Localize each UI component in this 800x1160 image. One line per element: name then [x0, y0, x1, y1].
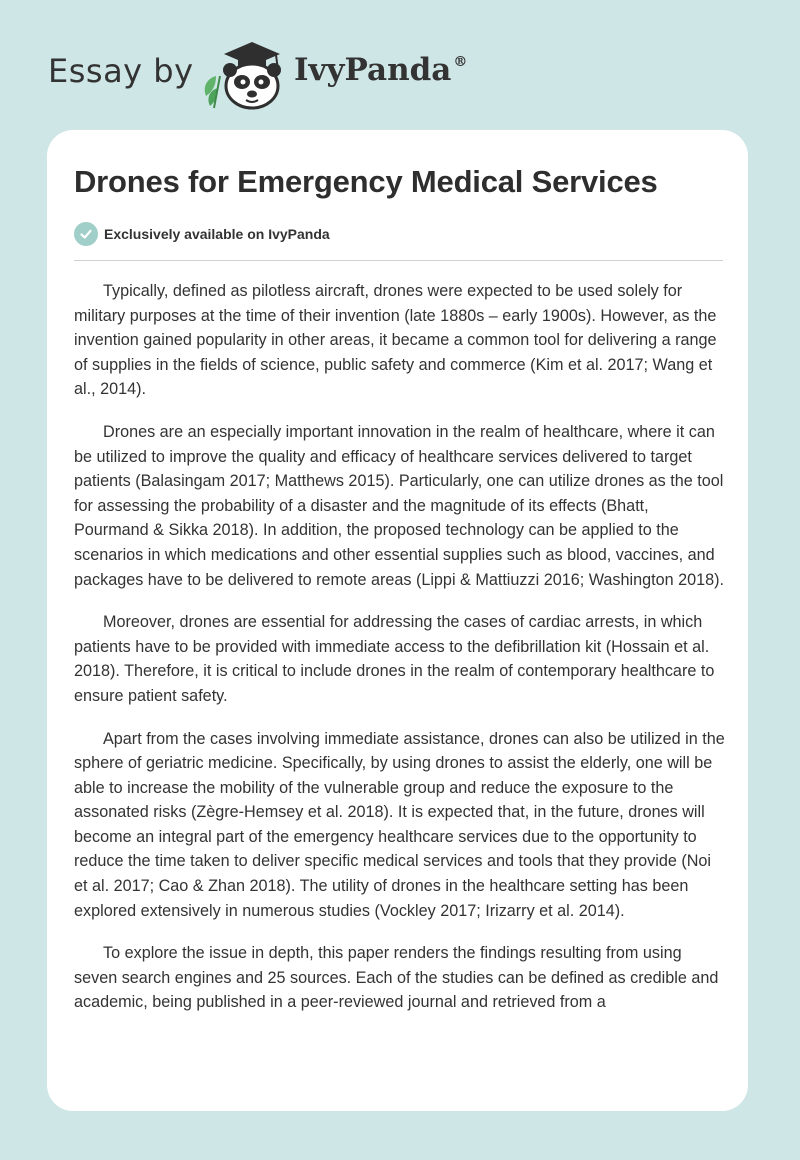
site-header [48, 30, 748, 110]
essay-body [74, 279, 726, 1033]
check-icon [74, 222, 98, 246]
paragraph: Moreover, drones are essential for addressing the cases of cardiac arrests, in which patients have to be provided with immediate access to the defibrillation kit (Hossain et al. 2018). Therefore, it is critical to include drones in the realm of contemporary healthcare to ensure patient safety. [74, 613, 715, 705]
exclusive-label: Exclusively available on IvyPanda [104, 226, 330, 242]
paragraph: Apart from the cases involving immediate assistance, drones can also be utilized in the sphere of geriatric medicine. Specifically, by using drones to assist the elderly, one will be able to increase the mobility of the vulnerable group and reduce the exposure to the assonated risks (Zègre-Hemsey et al. 2018). It is expected that, in the future, drones will become an integral part of the emergency healthcare services due to the opportunity to reduce the time taken to deliver specific medical services and tools that they provide (Noi et al. 2017; Cao & Zhan 2018). The utility of drones in the healthcare setting has been explored extensively in numerous studies (Vockley 2017; Irizarry et al. 2014). [74, 729, 725, 920]
paragraph: Drones are an especially important innovation in the realm of healthcare, where it can be utilized to improve the quality and efficacy of healthcare services delivered to target patients (Balasingam 2017; Matthews 2015). Particularly, one can utilize drones as the tool for assessing the probability of a disaster and the magnitude of its effects (Bhatt, Pourmand & Sikka 2018). In addition, the proposed technology can be applied to the scenarios in which medications and other essential supplies such as blood, vaccines, and packages have to be delivered to remote areas (Lippi & Mattiuzzi 2016; Washington 2018). [74, 422, 724, 589]
paragraph: To explore the issue in depth, this paper renders the findings resulting from using seven search engines and 25 sources. Each of the studies can be defined as credible and academic, being published in a peer-reviewed journal and retrieved from a [74, 944, 719, 1012]
divider [74, 260, 723, 261]
exclusive-badge [74, 222, 330, 246]
brand-name[interactable]: IvyPanda ® [294, 52, 468, 88]
essay-by-label: Essay by [48, 52, 194, 90]
paragraph: Typically, defined as pilotless aircraft, drones were expected to be used solely for military purposes at the time of their invention (late 1880s – early 1900s). However, as the invention gained popularity in other areas, it became a common tool for delivering a range of supplies in the fields of science, public safety and commerce (Kim et al. 2017; Wang et al., 2014). [74, 282, 717, 399]
page-title: Drones for Emergency Medical Services [74, 164, 658, 199]
ivypanda-logo-icon[interactable] [200, 36, 288, 112]
essay-card [47, 130, 748, 1111]
registered-mark: ® [453, 54, 468, 70]
